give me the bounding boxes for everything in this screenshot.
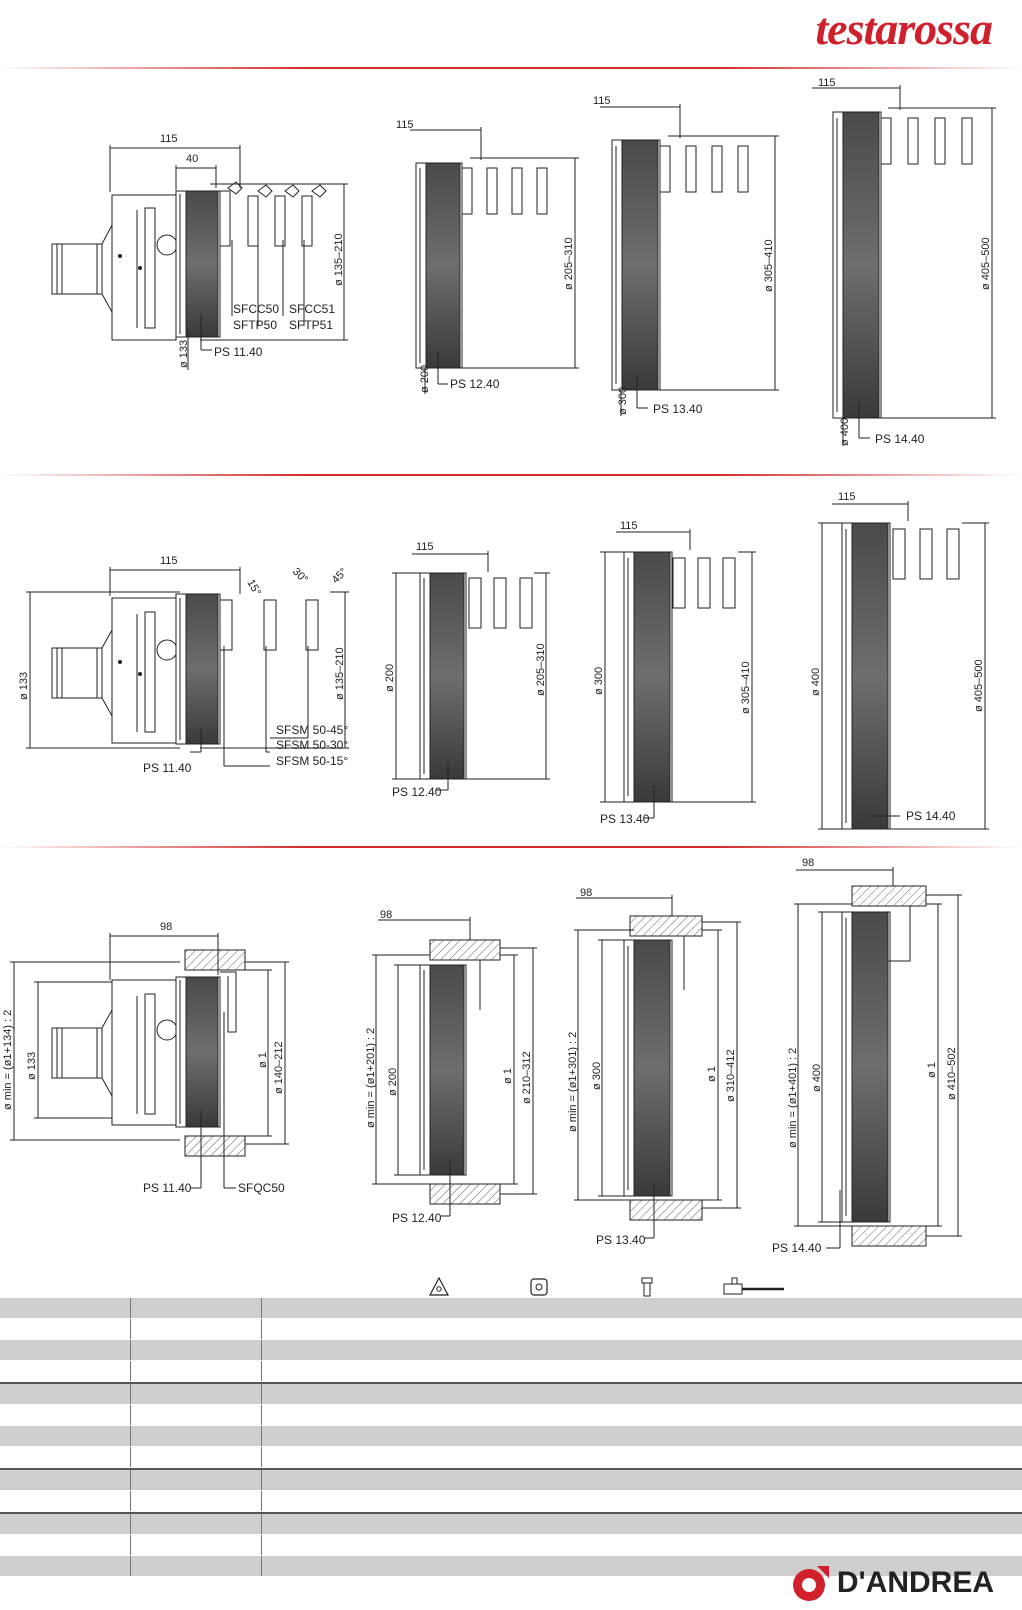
s3-ring3-range: ø 310–412 (725, 1049, 737, 1102)
table-cell (131, 1447, 262, 1467)
s1-ring4-ps: PS 14.40 (875, 432, 925, 446)
s1-ring3-ps: PS 13.40 (653, 402, 703, 416)
dandrea-mark-icon (791, 1564, 831, 1602)
s3-ring4-range: ø 410–502 (946, 1047, 958, 1100)
s3-ring3-width: 98 (580, 887, 593, 899)
table-cell (0, 1340, 131, 1360)
s3-label-sfqc50: SFQC50 (238, 1181, 285, 1195)
table-cell (131, 1535, 262, 1555)
table-cell (0, 1514, 131, 1534)
table-cell (262, 1426, 1022, 1446)
s2-head-diameter: ø 133 (18, 671, 30, 700)
s1-label-sfcc51: SFCC51 (289, 302, 336, 316)
s2-angle-15: 15° (244, 577, 264, 598)
square-insert-icon (528, 1276, 550, 1298)
table-cell (0, 1384, 131, 1404)
brand-logo: testarossa (815, 3, 992, 54)
s3-head-range: ø 140–212 (273, 1041, 285, 1094)
table-cell (262, 1298, 1022, 1318)
table-row (0, 1405, 1022, 1426)
s1-head-ps: PS 11.40 (214, 345, 263, 359)
s1-label-sftp50: SFTP50 (233, 318, 278, 332)
s2-ring2-width: 115 (416, 541, 434, 553)
section1-ring2 (410, 127, 579, 394)
table-cell (262, 1535, 1022, 1555)
s3-head-min-diameter: ø min = (ø1+134) : 2 (2, 1009, 14, 1110)
table-row (0, 1340, 1022, 1361)
s1-ring4-range: ø 405–500 (980, 237, 992, 290)
triangle-insert-icon (428, 1276, 450, 1298)
s3-ring2-ps: PS 12.40 (392, 1211, 442, 1225)
table-cell (131, 1340, 262, 1360)
table-row (0, 1512, 1022, 1535)
s1-ring4-width: 115 (818, 77, 836, 89)
s1-ring2-width: 115 (396, 119, 414, 131)
s3-ring4-min-diameter: ø min = (ø1+401) : 2 (787, 1047, 799, 1148)
table-cell (131, 1491, 262, 1511)
section2-ring3 (600, 529, 756, 818)
table-row (0, 1298, 1022, 1319)
s2-ring2-ps: PS 12.40 (392, 785, 442, 799)
table-cell (131, 1319, 262, 1339)
table-cell (262, 1470, 1022, 1490)
table-cell (262, 1514, 1022, 1534)
s3-ring3-d1: ø 1 (706, 1066, 718, 1082)
s3-ring3-diameter: ø 300 (591, 1061, 603, 1090)
s3-ring3-min-diameter: ø min = (ø1+301) : 2 (567, 1031, 579, 1132)
s2-angle-45: 45° (329, 565, 350, 587)
s1-head-range: ø 135–210 (333, 233, 345, 286)
section1-head-assembly (52, 145, 348, 370)
table-cell (131, 1514, 262, 1534)
table-row (0, 1468, 1022, 1491)
table-row (0, 1426, 1022, 1447)
table-cell (131, 1298, 262, 1318)
s1-label-sftp51: SFTP51 (289, 318, 334, 332)
table-cell (0, 1426, 131, 1446)
s3-ring4-ps: PS 14.40 (772, 1241, 822, 1255)
table-cell (262, 1340, 1022, 1360)
section2-ring4 (818, 501, 989, 829)
dandrea-logo (791, 1564, 994, 1602)
section2-ring2 (392, 551, 550, 790)
table-cell (131, 1405, 262, 1425)
s3-head-diameter: ø 133 (26, 1051, 38, 1080)
s1-ring3-range: ø 305–410 (763, 239, 775, 292)
table-row (0, 1361, 1022, 1382)
s1-head-diameter: ø 133 (178, 339, 190, 368)
s1-ring2-ps: PS 12.40 (450, 377, 500, 391)
s2-label-sfsm-30: SFSM 50-30° (276, 738, 349, 752)
s2-ring4-diameter: ø 400 (810, 667, 822, 696)
table-cell (262, 1491, 1022, 1511)
table-cell (0, 1298, 131, 1318)
s3-ring2-min-diameter: ø min = (ø1+201) : 2 (365, 1027, 377, 1128)
s1-ring2-range: ø 205–310 (563, 237, 575, 290)
section1-ring4 (812, 85, 996, 446)
table-cell (131, 1426, 262, 1446)
table-cell (262, 1361, 1022, 1381)
screw-icon (636, 1276, 658, 1298)
s2-angle-30: 30° (289, 565, 311, 586)
table-row (0, 1491, 1022, 1512)
section3-ring4 (794, 867, 962, 1248)
s3-head-d1: ø 1 (257, 1052, 269, 1068)
s1-ring4-diameter: ø 400 (839, 417, 851, 446)
table-cell (0, 1535, 131, 1555)
table-cell (0, 1556, 131, 1576)
s2-label-sfsm-15: SFSM 50-15° (276, 754, 349, 768)
s2-head-width-115: 115 (160, 555, 178, 567)
s3-head-width-98: 98 (160, 921, 173, 933)
s2-label-sfsm-45: SFSM 50-45° (276, 723, 349, 737)
s2-ring2-range: ø 205–310 (535, 643, 547, 696)
parts-table (0, 1276, 1022, 1577)
s3-ring2-d1: ø 1 (502, 1068, 514, 1084)
s3-ring4-diameter: ø 400 (811, 1063, 823, 1092)
s1-head-width-115: 115 (160, 133, 178, 145)
table-row (0, 1382, 1022, 1405)
s1-label-sfcc50: SFCC50 (233, 302, 280, 316)
section3-ring2 (372, 917, 537, 1216)
table-cell (262, 1405, 1022, 1425)
s1-head-width-40: 40 (186, 153, 199, 165)
table-cell (0, 1470, 131, 1490)
section3-head-assembly (10, 933, 289, 1188)
s2-ring3-width: 115 (620, 520, 638, 532)
table-cell (0, 1405, 131, 1425)
table-cell (0, 1491, 131, 1511)
s2-ring4-range: ø 405–500 (973, 659, 985, 712)
table-cell (262, 1384, 1022, 1404)
s2-ring4-width: 115 (838, 491, 856, 503)
s2-ring2-diameter: ø 200 (384, 663, 396, 692)
table-row (0, 1319, 1022, 1340)
s2-ring3-ps: PS 13.40 (600, 812, 650, 826)
s2-ring4-ps: PS 14.40 (906, 809, 956, 823)
parts-table-body (0, 1298, 1022, 1577)
table-cell (262, 1447, 1022, 1467)
s3-ring4-width: 98 (802, 857, 815, 869)
s3-head-ps: PS 11.40 (143, 1181, 192, 1195)
table-cell (131, 1384, 262, 1404)
s2-head-range: ø 135–210 (334, 647, 346, 700)
table-cell (0, 1447, 131, 1467)
s3-ring3-ps: PS 13.40 (596, 1233, 646, 1247)
table-row (0, 1535, 1022, 1556)
s2-ring3-diameter: ø 300 (593, 666, 605, 695)
s3-ring4-d1: ø 1 (926, 1062, 938, 1078)
table-cell (131, 1470, 262, 1490)
table-row (0, 1447, 1022, 1468)
table-cell (262, 1319, 1022, 1339)
dandrea-logo-text: D'ANDREA (836, 1566, 994, 1599)
parts-table-header (0, 1276, 1022, 1298)
key-icon (722, 1276, 788, 1298)
section1-ring3 (600, 104, 779, 416)
s2-ring3-range: ø 305–410 (740, 661, 752, 714)
s1-ring2-diameter: ø 200 (419, 364, 431, 393)
table-cell (131, 1361, 262, 1381)
s3-ring2-diameter: ø 200 (387, 1067, 399, 1096)
s1-ring3-diameter: ø 300 (617, 386, 629, 415)
s3-ring2-range: ø 210–312 (521, 1051, 533, 1104)
table-cell (131, 1556, 262, 1576)
s3-ring2-width: 98 (380, 909, 393, 921)
table-cell (0, 1319, 131, 1339)
s2-head-ps: PS 11.40 (143, 761, 192, 775)
table-cell (0, 1361, 131, 1381)
s1-ring3-width: 115 (593, 95, 611, 107)
